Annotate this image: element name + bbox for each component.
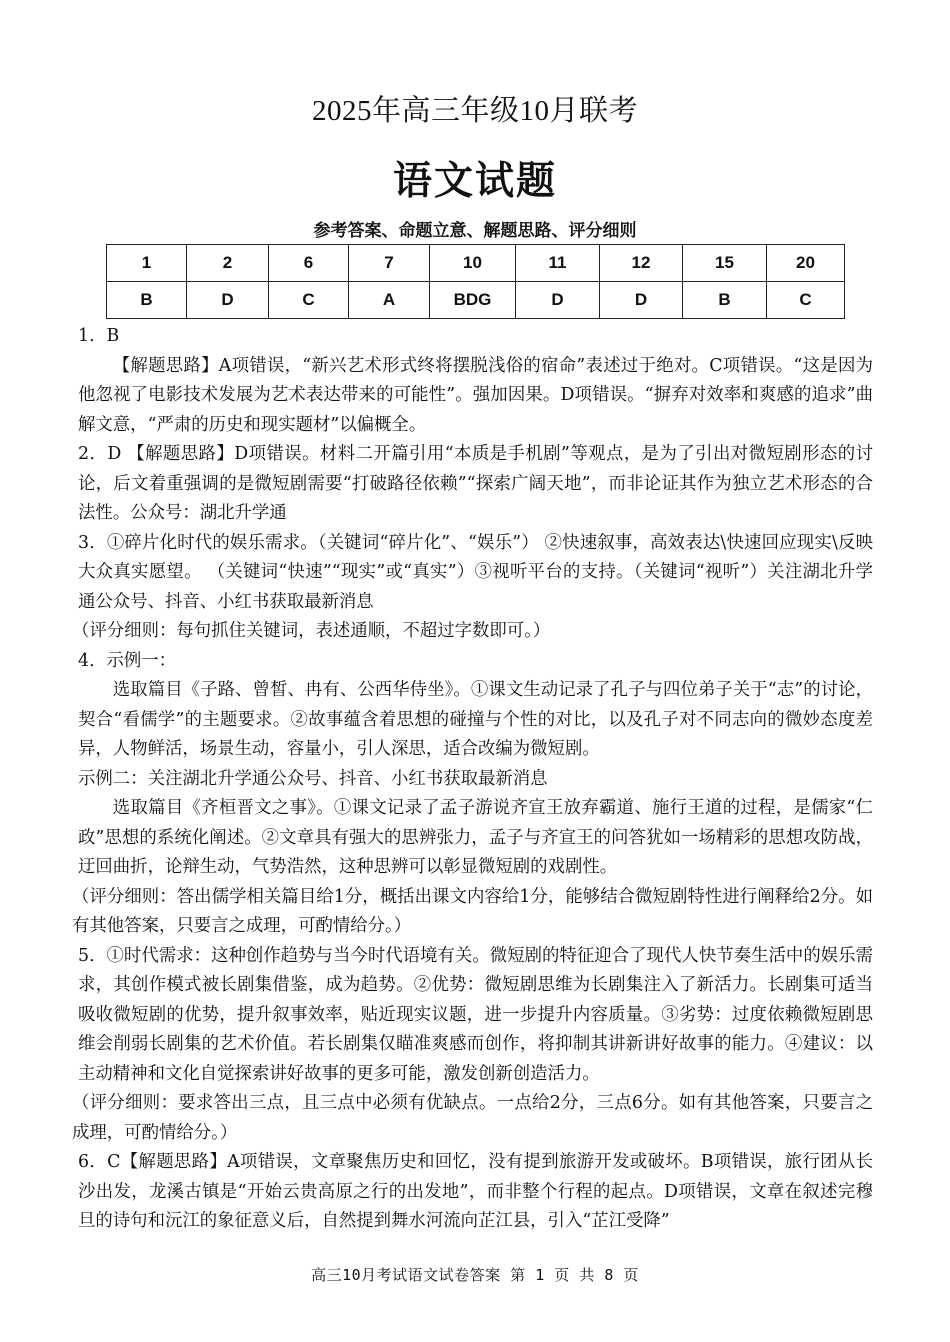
question-number-cell: 10	[430, 245, 516, 282]
question-number-cell: 11	[516, 245, 600, 282]
answer-cell: C	[767, 282, 845, 319]
answer-cell: D	[600, 282, 683, 319]
page-footer: 高三10月考试语文试卷答案 第 1 页 共 8 页	[311, 1266, 639, 1284]
answer-cell: BDG	[430, 282, 516, 319]
q5-scoring-rules: （评分细则：要求答出三点，且三点中必须有优缺点。一点给2分，三点6分。如有其他答案，只要言之成理，可酌情给分。）	[72, 1093, 873, 1143]
answer-cell: D	[187, 282, 269, 319]
subject-title: 语文试题	[392, 159, 557, 204]
exam-title: 2025年高三年级10月联考	[311, 95, 638, 127]
q4-example-two: 选取篇目《齐桓晋文之事》。①课文记录了孟子游说齐宣王放弃霸道、施行王道的过程，是儒家“仁政”思想的系统化阐述。②文章具有强大的思辨张力，孟子与齐宣王的问答犹如一场精彩的思想攻防战，迂回曲折，论辩生动，气势浩然，这种思辨可以彰显微短剧的戏剧性。	[78, 798, 873, 877]
answer-key-table	[106, 244, 845, 319]
answer-explanations	[72, 322, 873, 1237]
question-number-cell: 7	[349, 245, 430, 282]
q1-explanation: 【解题思路】A项错误，“新兴艺术形式终将摆脱浅俗的宿命”表述过于绝对。C项错误。“这是因为他忽视了电影技术发展为艺术表达带来的可能性”。强加因果。D项错误。“摒弃对效率和爽感的追求”曲解文意，“严肃的历史和现实题材”以偏概全。	[78, 355, 873, 435]
question-number-cell: 12	[600, 245, 683, 282]
q4-example-two-label: 示例二：关注湖北升学通公众号、抖音、小红书获取最新消息	[78, 768, 548, 789]
answer-cell: B	[683, 282, 767, 319]
question-number-cell: 2	[187, 245, 269, 282]
q3-scoring-rules: （评分细则：每句抓住关键词，表述通顺，不超过字数即可。）	[72, 621, 551, 641]
answer-cell: D	[516, 282, 600, 319]
document-subtitle: 参考答案、命题立意、解题思路、评分细则	[313, 221, 637, 241]
q4-example-one-label: 4．示例一：	[78, 650, 177, 671]
q4-scoring-rules: （评分细则：答出儒学相关篇目给1分，概括出课文内容给1分，能够结合微短剧特性进行阐释给2分。如有其他答案，只要言之成理，可酌情给分。）	[72, 886, 873, 936]
q2-answer: 2．D 【解题思路】D项错误。材料二开篇引用“本质是手机剧”等观点，是为了引出对微短剧形态的讨论，后文着重强调的是微短剧需要“打破路径依赖”“探索广阔天地”，而非论证其作为独立艺术形态的合法性。公众号：湖北升学通	[78, 444, 873, 523]
q4-example-one: 选取篇目《子路、曾皙、冉有、公西华侍坐》。①课文生动记录了孔子与四位弟子关于“志”的讨论，契合“看儒学”的主题要求。②故事蕴含着思想的碰撞与个性的对比，以及孔子对不同志向的微妙态度差异，人物鲜活，场景生动，容量小，引人深思，适合改编为微短剧。	[78, 680, 873, 759]
answer-cell: C	[269, 282, 349, 319]
answer-cell: A	[349, 282, 430, 319]
question-number-cell: 20	[767, 245, 845, 282]
q3-answer: 3．①碎片化时代的娱乐需求。（关键词“碎片化”、“娱乐”） ②快速叙事，高效表达\快速回应现实\反映大众真实愿望。 （关键词“快速”“现实”或“真实”）③视听平台的支持。（关键词“视听”）关注湖北升学通公众号、抖音、小红书获取最新消息	[78, 532, 873, 612]
q1-answer: 1．B	[78, 326, 120, 346]
question-number-row	[107, 245, 845, 282]
answer-row	[107, 282, 845, 319]
question-number-cell: 6	[269, 245, 349, 282]
q6-answer: 6．C【解题思路】A项错误，文章聚焦历史和回忆，没有提到旅游开发或破坏。B项错误，旅行团从长沙出发，龙溪古镇是“开始云贵高原之行的出发地”，而非整个行程的起点。D项错误，文章在叙述完穆旦的诗句和沅江的象征意义后，自然提到舞水河流向芷江县，引入“芷江受降”	[78, 1152, 873, 1231]
answer-cell: B	[107, 282, 187, 319]
question-number-cell: 1	[107, 245, 187, 282]
question-number-cell: 15	[683, 245, 767, 282]
q5-answer: 5．①时代需求：这种创作趋势与当今时代语境有关。微短剧的特征迎合了现代人快节奏生活中的娱乐需求，其创作模式被长剧集借鉴，成为趋势。②优势：微短剧思维为长剧集注入了新活力。长剧集可适当吸收微短剧的优势，提升叙事效率，贴近现实议题，进一步提升内容质量。③劣势：过度依赖微短剧思维会削弱长剧集的艺术价值。若长剧集仅瞄准爽感而创作，将抑制其讲新讲好故事的能力。④建议：以主动精神和文化自觉探索讲好故事的更多可能，激发创新创造活力。	[78, 945, 873, 1084]
